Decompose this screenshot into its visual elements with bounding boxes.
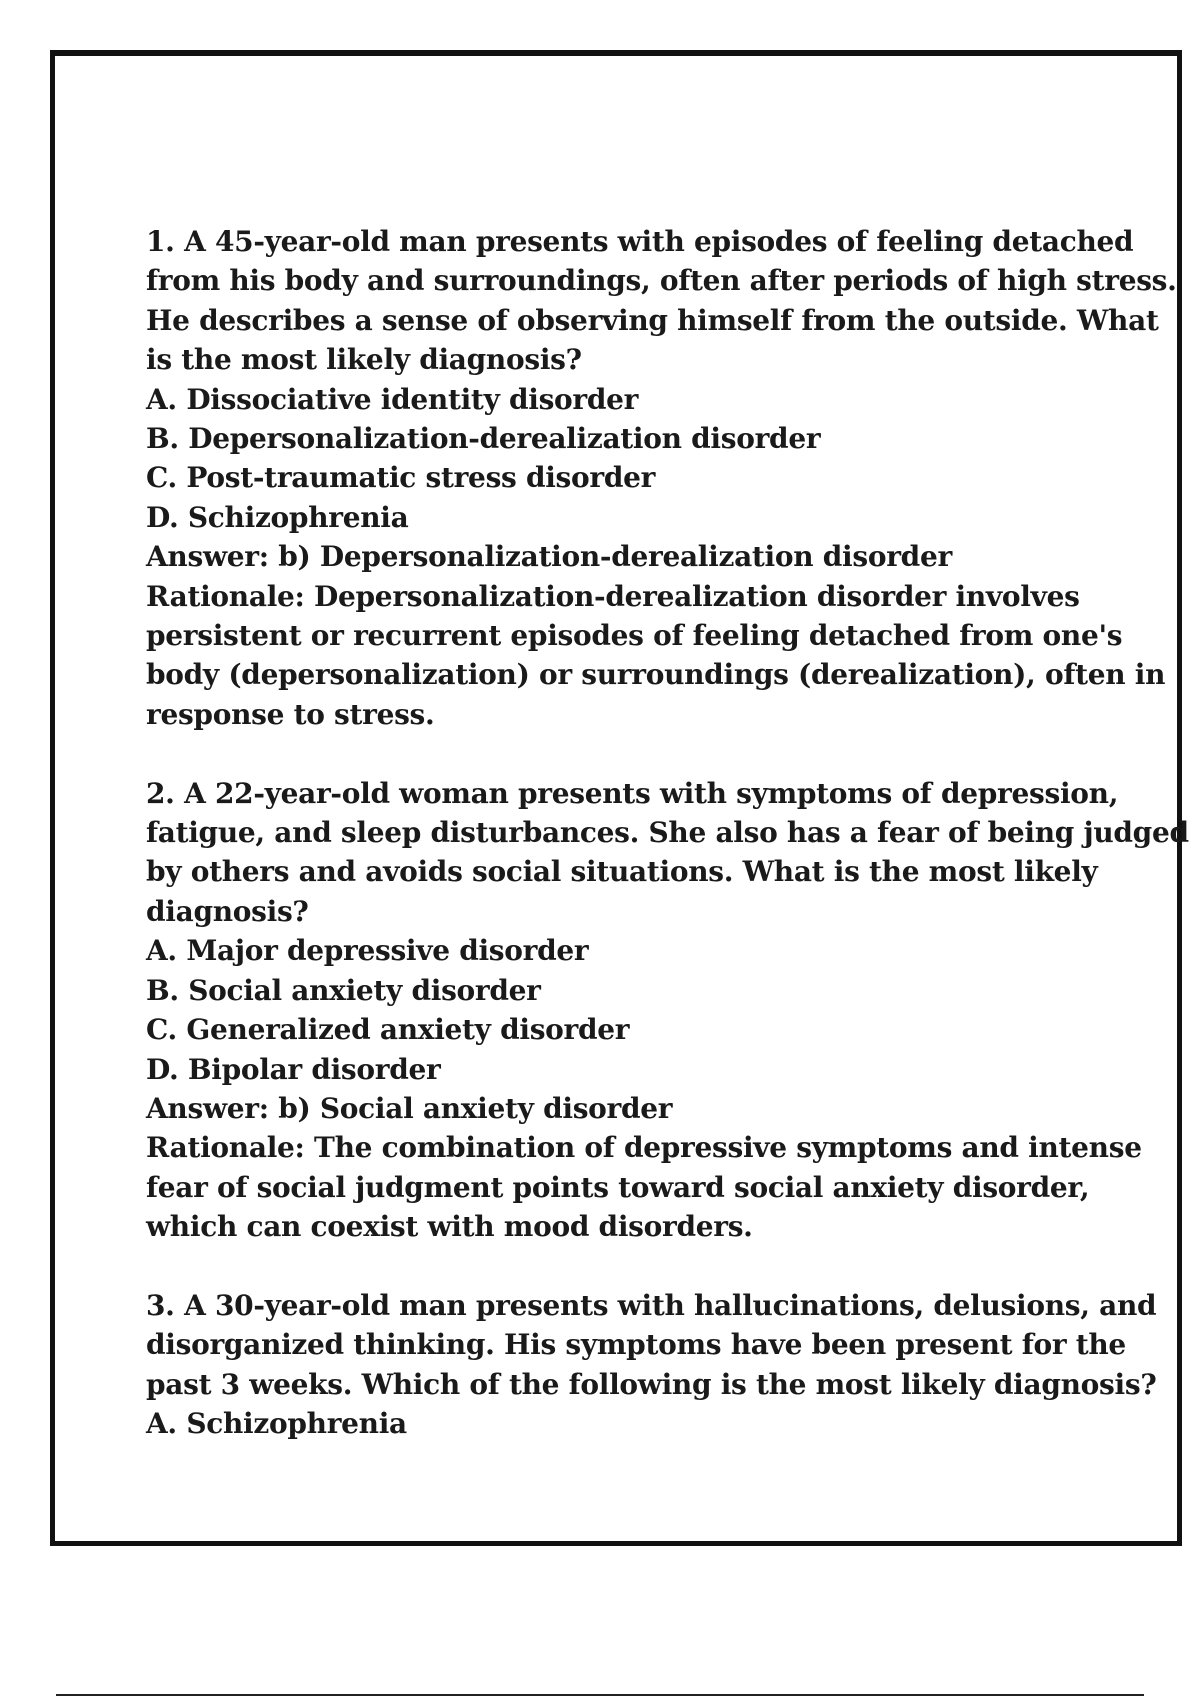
question-2-option-b: B. Social anxiety disorder (146, 973, 541, 1007)
question-2-rationale-line: Rationale: The combination of depressive symptoms and intense (146, 1131, 1142, 1165)
question-1-rationale-line: Rationale: Depersonalization-derealization disorder involves (146, 579, 1080, 613)
question-1-option-d: D. Schizophrenia (146, 500, 409, 534)
question-1-stem-line: is the most likely diagnosis? (146, 343, 582, 377)
question-2-rationale-line: which can coexist with mood disorders. (146, 1210, 753, 1244)
question-3-stem-line: disorganized thinking. His symptoms have been present for the (146, 1328, 1126, 1362)
question-2-stem-line: by others and avoids social situations. What is the most likely (146, 855, 1098, 889)
question-1-option-c: C. Post-traumatic stress disorder (146, 461, 656, 495)
question-2-rationale-line: fear of social judgment points toward social anxiety disorder, (146, 1170, 1090, 1204)
question-3-option-a: A. Schizophrenia (146, 1407, 407, 1441)
question-3-stem-line: past 3 weeks. Which of the following is the most likely diagnosis? (146, 1367, 1157, 1401)
question-block-2 (146, 774, 1189, 1247)
question-2-option-d: D. Bipolar disorder (146, 1052, 441, 1086)
question-content (146, 222, 1189, 1444)
question-2-stem-line: 2. A 22-year-old woman presents with symptoms of depression, (146, 776, 1119, 810)
footer-divider (56, 1694, 1144, 1696)
question-3-stem-line: 3. A 30-year-old man presents with hallucinations, delusions, and (146, 1288, 1157, 1322)
question-1-rationale-line: response to stress. (146, 697, 435, 731)
question-2-stem-line: diagnosis? (146, 894, 309, 928)
question-1-stem-line: from his body and surroundings, often after periods of high stress. (146, 264, 1177, 298)
question-1-stem-line: He describes a sense of observing himself from the outside. What (146, 303, 1159, 337)
question-2-option-c: C. Generalized anxiety disorder (146, 1013, 630, 1047)
question-2-answer: Answer: b) Social anxiety disorder (146, 1091, 673, 1125)
question-2-stem-line: fatigue, and sleep disturbances. She also has a fear of being judged (146, 816, 1189, 850)
question-2-option-a: A. Major depressive disorder (146, 934, 589, 968)
question-block-1 (146, 222, 1177, 734)
question-1-stem-line: 1. A 45-year-old man presents with episodes of feeling detached (146, 225, 1134, 258)
question-1-rationale-line: persistent or recurrent episodes of feeling detached from one's (146, 619, 1123, 653)
question-1-rationale-line: body (depersonalization) or surroundings (derealization), often in (146, 658, 1166, 692)
question-1-option-a: A. Dissociative identity disorder (146, 382, 639, 416)
question-1-option-b: B. Depersonalization-derealization disorder (146, 422, 821, 456)
question-1-answer: Answer: b) Depersonalization-derealization disorder (146, 540, 952, 574)
question-block-3 (146, 1286, 1157, 1444)
